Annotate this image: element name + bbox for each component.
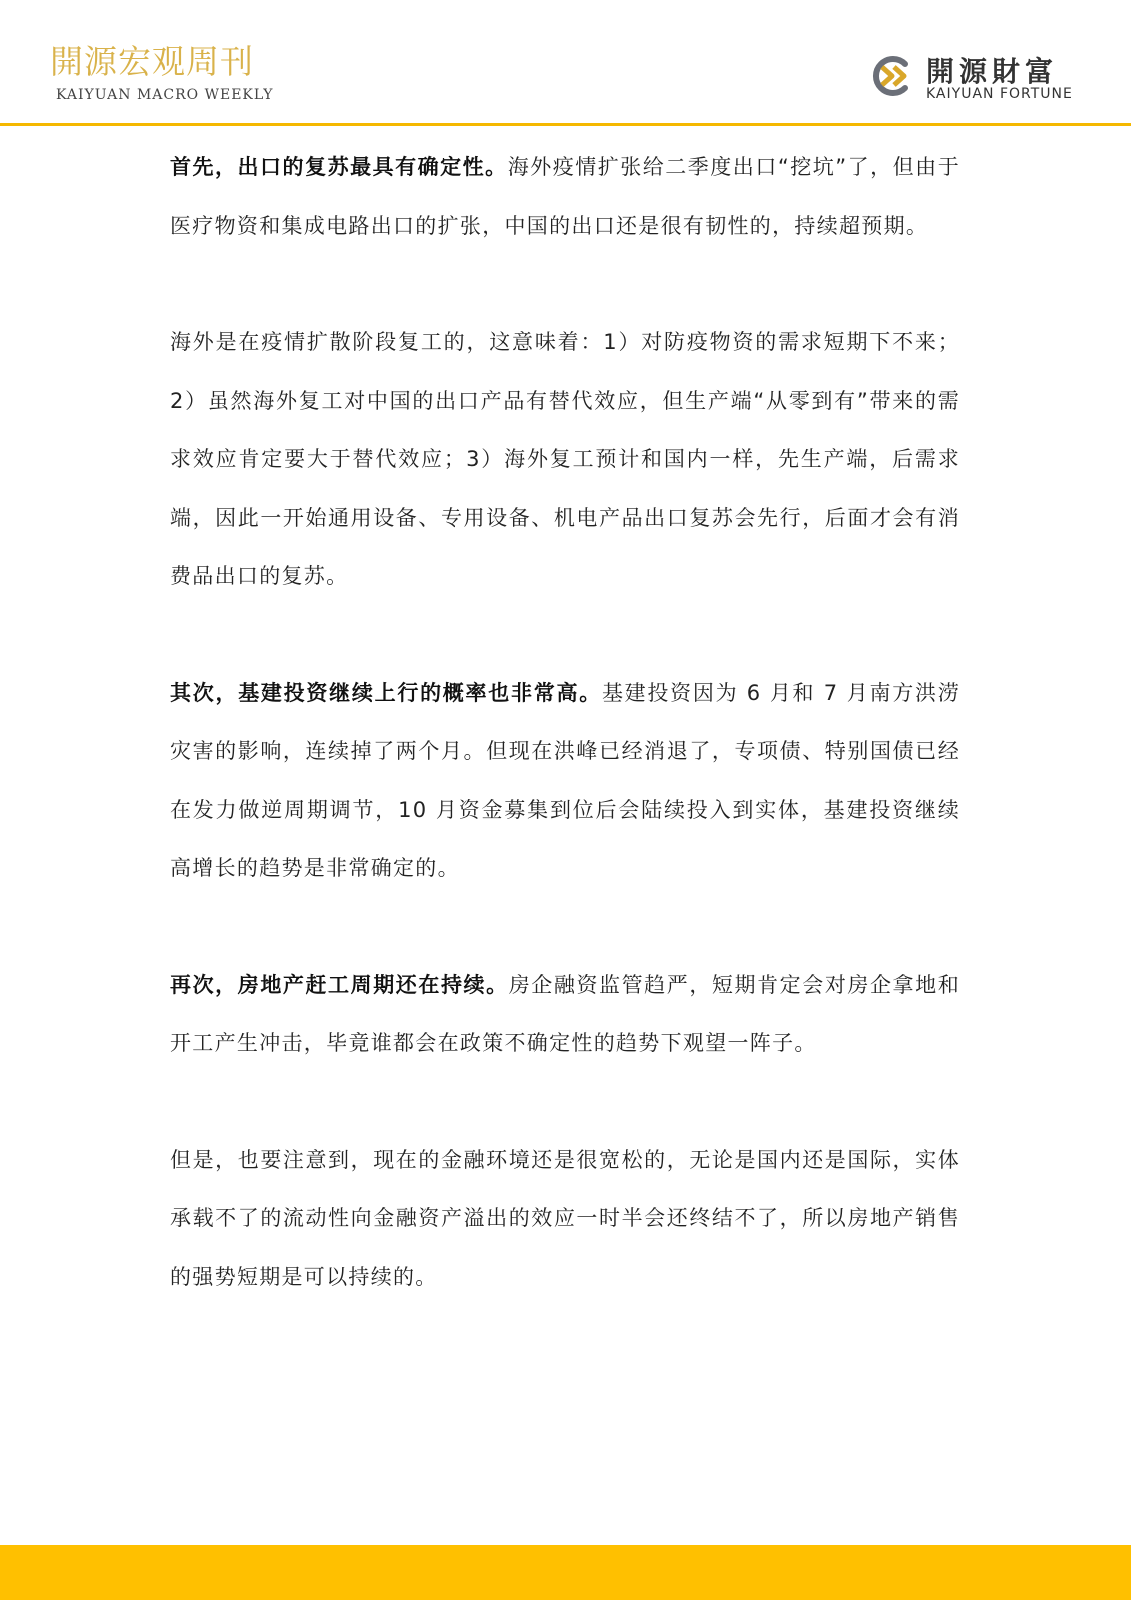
publication-subtitle: KAIYUAN MACRO WEEKLY (56, 87, 274, 103)
paragraph-infrastructure (170, 664, 960, 898)
publication-title: 開源宏观周刊 (50, 42, 254, 81)
kaiyuan-logo (868, 50, 1088, 106)
paragraph-overseas-recovery (170, 313, 960, 606)
paragraph-real-estate (170, 956, 960, 1073)
header-divider (0, 123, 1131, 126)
article-body (170, 138, 960, 1364)
paragraph-text: 房企融资监管趋严，短期肯定会对房企拿地和开工产生冲击，毕竟谁都会在政策不确定性的趋势下观望一阵子。 (170, 972, 961, 1055)
paragraph-text: 海外疫情扩张给二季度出口“挖坑”了，但由于医疗物资和集成电路出口的扩张，中国的出口还是很有韧性的，持续超预期。 (170, 155, 960, 238)
page-header (0, 0, 1131, 126)
paragraph-lead: 再次，房地产赶工周期还在持续。 (170, 972, 509, 997)
paragraph-lead: 其次，基建投资继续上行的概率也非常高。 (170, 680, 602, 705)
footer-bar (0, 1545, 1131, 1600)
paragraph-lead: 首先，出口的复苏最具有确定性。 (170, 155, 508, 179)
paragraph-financial-environment (170, 1131, 960, 1307)
logo-english-name: KAIYUAN FORTUNE (926, 86, 1073, 102)
logo-chinese-name: 開源財富 (926, 55, 1059, 88)
kaiyuan-logo-icon (868, 53, 914, 99)
paragraph-text: 海外是在疫情扩散阶段复工的，这意味着：1）对防疫物资的需求短期下不来；2）虽然海外复工对中国的出口产品有替代效应，但生产端“从零到有”带来的需求效应肯定要大于替代效应；3）海外复工预计和国内一样，先生产端，后需求端，因此一开始通用设备、专用设备、机电产品出口复苏会先行，后面才会有消费品出口的复苏。 (170, 330, 960, 588)
paragraph-text: 基建投资因为 6 月和 7 月南方洪涝灾害的影响，连续掉了两个月。但现在洪峰已经消退了，专项债、特别国债已经在发力做逆周期调节，10 月资金募集到位后会陆续投入到实体，基建投资继续高增长的趋势是非常确定的。 (170, 680, 960, 880)
paragraph-text: 但是，也要注意到，现在的金融环境还是很宽松的，无论是国内还是国际，实体承载不了的流动性向金融资产溢出的效应一时半会还终结不了，所以房地产销售的强势短期是可以持续的。 (170, 1147, 960, 1289)
paragraph-export (170, 138, 960, 255)
